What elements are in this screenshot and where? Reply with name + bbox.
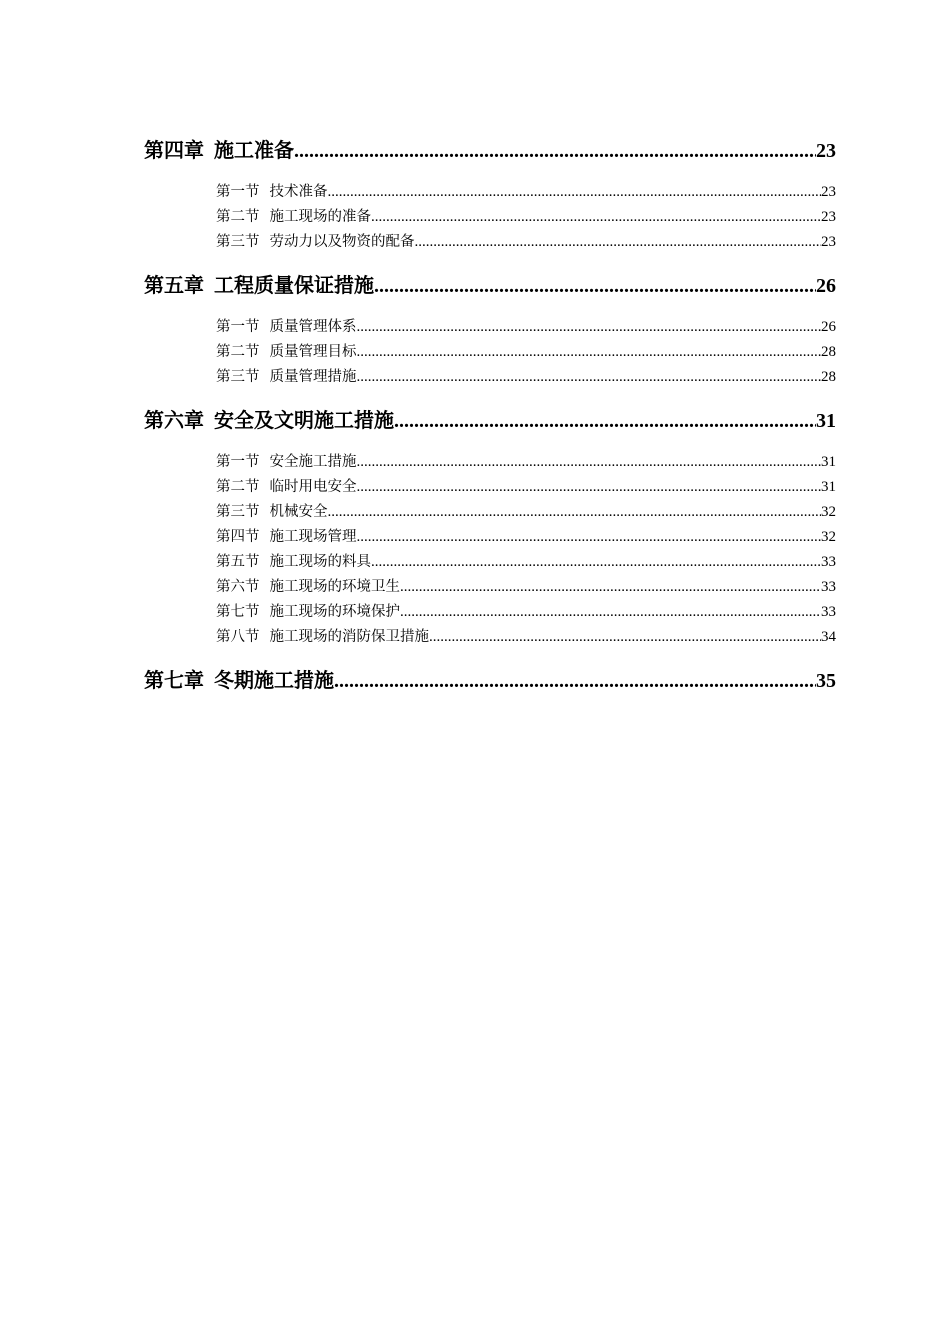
section-name: 安全施工措施: [269, 454, 357, 470]
dot-leader: [357, 475, 822, 500]
section-page-number: 33: [821, 604, 836, 620]
section-title: [216, 525, 357, 550]
dot-leader: [394, 403, 816, 440]
chapter-name: 施工准备: [214, 138, 294, 162]
section-page-number: 33: [821, 554, 836, 570]
chapter-title: [144, 267, 374, 304]
section-page-number: 26: [821, 319, 836, 335]
section-number: 第二节: [216, 344, 260, 360]
dot-leader: [357, 340, 822, 365]
section-name: 临时用电安全: [269, 479, 357, 495]
section-name: 质量管理目标: [269, 344, 357, 360]
dot-leader: [357, 450, 822, 475]
section-title: [216, 365, 357, 390]
section-page-number: 23: [821, 184, 836, 200]
dot-leader: [400, 600, 821, 625]
chapter-number: 第四章: [144, 138, 204, 162]
section-number: 第三节: [216, 504, 260, 520]
chapter-number: 第五章: [144, 273, 204, 297]
chapter-name: 工程质量保证措施: [214, 273, 374, 297]
toc-section-entry[interactable]: [216, 180, 836, 205]
section-name: 施工现场的消防保卫措施: [269, 629, 429, 645]
section-number: 第三节: [216, 234, 260, 250]
dot-leader: [374, 268, 816, 305]
dot-leader: [371, 550, 821, 575]
toc-section-entry[interactable]: [216, 230, 836, 255]
chapter-title: [144, 662, 334, 699]
section-name: 质量管理措施: [269, 369, 357, 385]
dot-leader: [429, 625, 821, 650]
section-title: [216, 600, 400, 625]
section-title: [216, 450, 357, 475]
toc-section-entry[interactable]: [216, 340, 836, 365]
section-number: 第一节: [216, 319, 260, 335]
chapter-title: [144, 132, 294, 169]
section-name: 施工现场的准备: [269, 209, 371, 225]
toc-chapter-entry[interactable]: [144, 132, 836, 169]
table-of-contents: [144, 132, 836, 699]
section-title: [216, 205, 371, 230]
section-page-number: 23: [821, 234, 836, 250]
section-name: 施工现场的环境卫生: [269, 579, 400, 595]
chapter-page-number: 35: [816, 670, 836, 692]
chapter-page-number: 26: [816, 275, 836, 297]
section-page-number: 31: [821, 479, 836, 495]
toc-section-entry[interactable]: [216, 365, 836, 390]
section-number: 第四节: [216, 529, 260, 545]
section-number: 第六节: [216, 579, 260, 595]
chapter-page-number: 31: [816, 410, 836, 432]
section-page-number: 33: [821, 579, 836, 595]
toc-section-entry[interactable]: [216, 575, 836, 600]
section-page-number: 32: [821, 529, 836, 545]
dot-leader: [415, 230, 822, 255]
toc-chapter-entry[interactable]: [144, 267, 836, 304]
section-name: 施工现场的料具: [269, 554, 371, 570]
section-title: [216, 315, 357, 340]
section-number: 第八节: [216, 629, 260, 645]
chapter-name: 冬期施工措施: [214, 668, 334, 692]
chapter-title: [144, 402, 394, 439]
dot-leader: [357, 365, 822, 390]
chapter-number: 第六章: [144, 408, 204, 432]
section-title: [216, 475, 357, 500]
section-number: 第五节: [216, 554, 260, 570]
section-list: [144, 180, 836, 255]
section-name: 劳动力以及物资的配备: [269, 234, 415, 250]
section-page-number: 34: [821, 629, 836, 645]
section-page-number: 28: [821, 344, 836, 360]
toc-section-entry[interactable]: [216, 600, 836, 625]
dot-leader: [328, 500, 822, 525]
toc-section-entry[interactable]: [216, 550, 836, 575]
chapter-name: 安全及文明施工措施: [214, 408, 394, 432]
toc-section-entry[interactable]: [216, 450, 836, 475]
section-name: 质量管理体系: [269, 319, 357, 335]
section-number: 第一节: [216, 184, 260, 200]
toc-section-entry[interactable]: [216, 500, 836, 525]
dot-leader: [400, 575, 821, 600]
section-number: 第一节: [216, 454, 260, 470]
section-number: 第七节: [216, 604, 260, 620]
section-page-number: 28: [821, 369, 836, 385]
toc-section-entry[interactable]: [216, 525, 836, 550]
section-name: 施工现场的环境保护: [269, 604, 400, 620]
section-title: [216, 340, 357, 365]
section-page-number: 32: [821, 504, 836, 520]
section-title: [216, 550, 371, 575]
dot-leader: [328, 180, 822, 205]
toc-section-entry[interactable]: [216, 475, 836, 500]
dot-leader: [357, 315, 822, 340]
toc-chapter-entry[interactable]: [144, 402, 836, 439]
dot-leader: [294, 133, 816, 170]
toc-section-entry[interactable]: [216, 205, 836, 230]
dot-leader: [334, 663, 816, 700]
dot-leader: [371, 205, 821, 230]
section-title: [216, 575, 400, 600]
dot-leader: [357, 525, 822, 550]
section-page-number: 31: [821, 454, 836, 470]
section-page-number: 23: [821, 209, 836, 225]
toc-section-entry[interactable]: [216, 315, 836, 340]
toc-chapter-entry[interactable]: [144, 662, 836, 699]
section-title: [216, 230, 415, 255]
section-list: [144, 450, 836, 650]
section-number: 第三节: [216, 369, 260, 385]
section-name: 机械安全: [269, 504, 328, 520]
section-name: 技术准备: [269, 184, 328, 200]
section-title: [216, 500, 328, 525]
section-name: 施工现场管理: [269, 529, 357, 545]
chapter-page-number: 23: [816, 140, 836, 162]
section-number: 第二节: [216, 479, 260, 495]
section-title: [216, 180, 328, 205]
toc-section-entry[interactable]: [216, 625, 836, 650]
section-list: [144, 315, 836, 390]
chapter-number: 第七章: [144, 668, 204, 692]
section-number: 第二节: [216, 209, 260, 225]
section-title: [216, 625, 429, 650]
